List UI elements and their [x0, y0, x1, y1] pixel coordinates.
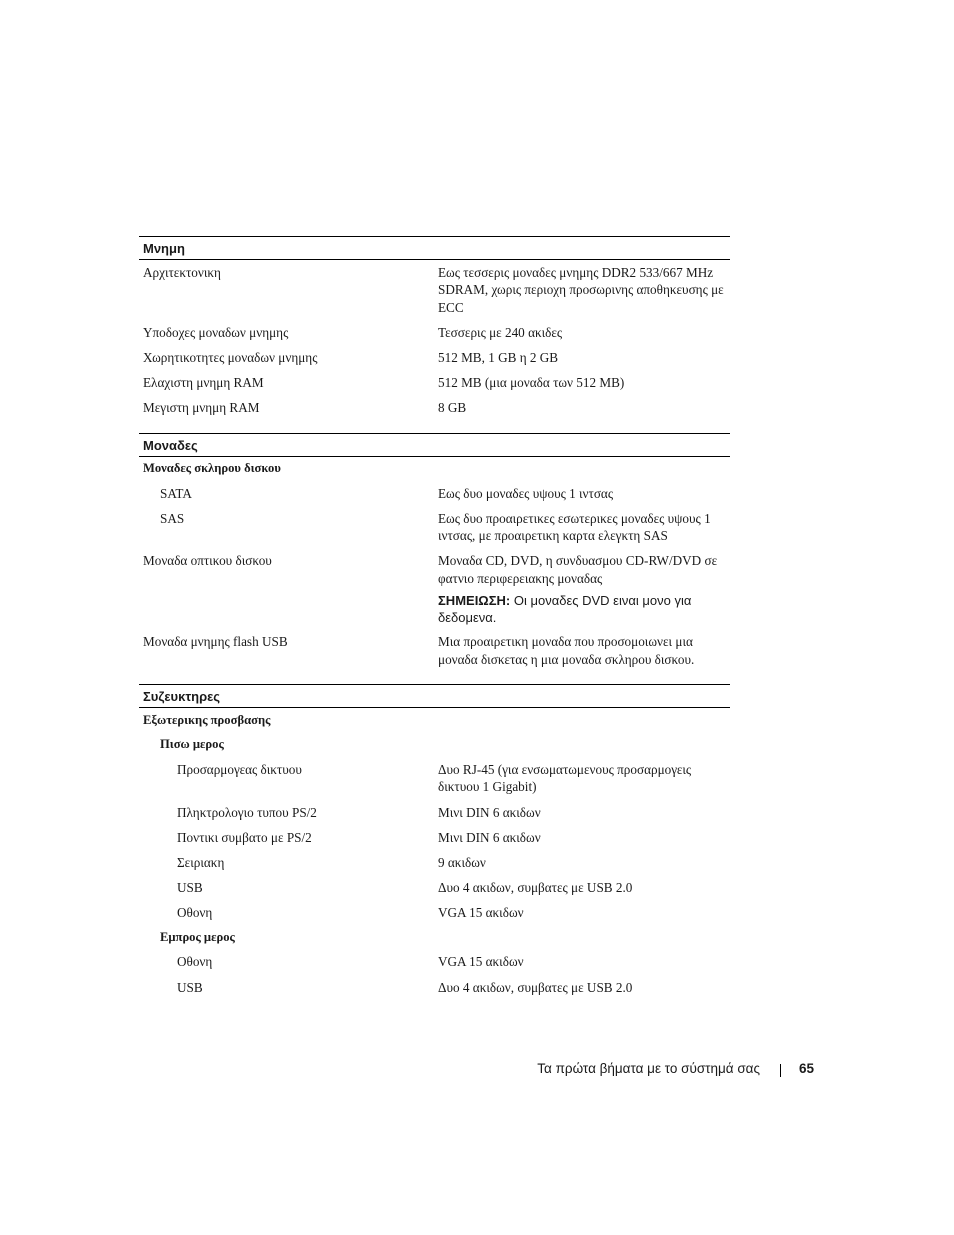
spec-value: Εως τεσσερις μοναδες μνημης DDR2 533/667 MHz SDRAM, χωρις περιοχη προσωρινης αποθηκευσης με ECC — [438, 264, 724, 315]
spec-label: Ποντικι συμβατο με PS/2 — [177, 829, 312, 845]
subheading-external: Εξωτερικης προσβασης — [143, 712, 271, 727]
footer-divider — [780, 1064, 781, 1077]
spec-value: 9 ακιδων — [438, 854, 486, 870]
spec-value: Τεσσερις με 240 ακιδες — [438, 324, 563, 340]
subheading-hard-drives: Μοναδες σκληρου δισκου — [143, 461, 281, 476]
spec-row — [139, 630, 730, 673]
spec-row — [139, 260, 730, 320]
spec-row — [139, 825, 730, 850]
spec-label: Οθονη — [177, 904, 213, 920]
note-label: ΣΗΜΕΙΩΣΗ: — [438, 592, 511, 608]
spec-label: Μεγιστη μνημη RAM — [143, 400, 260, 416]
spec-row — [139, 549, 730, 630]
spec-row — [139, 875, 730, 900]
spec-row — [139, 506, 730, 549]
subheading-back: Πισω μερος — [160, 737, 224, 752]
subheading-row — [139, 457, 730, 482]
spec-row — [139, 975, 730, 1000]
spec-value: Εως δυο μοναδες υψους 1 ιντσας — [438, 485, 614, 501]
spec-label: Μοναδα μνημης flash USB — [143, 634, 288, 650]
subheading-row — [139, 708, 730, 733]
spec-label: Αρχιτεκτονικη — [143, 264, 221, 280]
spec-row — [139, 320, 730, 345]
section-heading-connectors: Συζευκτηρες — [139, 684, 730, 708]
note-text: Οι μοναδες DVD ειναι μονο για δεδομενα. — [438, 592, 692, 625]
spec-row — [139, 370, 730, 395]
spec-row — [139, 345, 730, 370]
spec-value: Μινι DIN 6 ακιδων — [438, 829, 541, 845]
spec-value: Μια προαιρετικη μοναδα που προσομοιωνει μια μοναδα δισκετας η μια μοναδα σκληρου δισκου. — [438, 634, 695, 667]
spec-label: Ελαχιστη μνημη RAM — [143, 374, 264, 390]
spec-label: USB — [177, 879, 203, 895]
spec-value — [438, 552, 728, 625]
spec-value: 512 MB (μια μοναδα των 512 MB) — [438, 374, 625, 390]
section-heading-memory: Μνημη — [139, 236, 730, 260]
spec-value: Δυο 4 ακιδων, συμβατες με USB 2.0 — [438, 979, 633, 995]
subheading-front: Εμπρος μερος — [160, 929, 235, 944]
spec-value: VGA 15 ακιδων — [438, 904, 524, 920]
spec-row — [139, 900, 730, 925]
spec-value: 8 GB — [438, 400, 467, 416]
spec-label: SAS — [160, 510, 185, 526]
subheading-row — [139, 733, 730, 758]
spec-label: Χωρητικοτητες μοναδων μνημης — [143, 349, 318, 365]
spec-row — [139, 481, 730, 506]
spec-value: Δυο 4 ακιδων, συμβατες με USB 2.0 — [438, 879, 633, 895]
optical-drive-value: Μοναδα CD, DVD, η συνδυασμου CD-RW/DVD σε φατνιο περιφερειακης μοναδας — [438, 553, 718, 587]
spec-row — [139, 757, 730, 800]
spec-label: SATA — [160, 485, 192, 501]
spec-label: Προσαρμογεας δικτυου — [177, 761, 302, 777]
spec-label: Πληκτρολογιο τυπου PS/2 — [177, 804, 317, 820]
spec-row — [139, 800, 730, 825]
spec-table — [139, 236, 730, 1000]
spec-value: Εως δυο προαιρετικες εσωτερικες μοναδες υψους 1 ιντσας, με προαιρετικη καρτα ελεγκτη SAS — [438, 510, 711, 544]
spec-label: Σειριακη — [177, 854, 225, 870]
footer-title: Τα πρώτα βήματα με το σύστημά σας — [537, 1061, 760, 1076]
note — [438, 592, 728, 626]
spec-value: Μινι DIN 6 ακιδων — [438, 804, 541, 820]
spec-row — [139, 850, 730, 875]
spec-value: Δυο RJ-45 (για ενσωματωμενους προσαρμογεις δικτυου 1 Gigabit) — [438, 761, 692, 795]
spec-label: USB — [177, 979, 203, 995]
page-number: 65 — [798, 1061, 814, 1076]
spec-label: Μοναδα οπτικου δισκου — [143, 553, 272, 569]
spec-row — [139, 396, 730, 421]
spec-label: Οθονη — [177, 954, 213, 970]
spec-label: Υποδοχες μοναδων μνημης — [143, 324, 289, 340]
section-heading-drives: Μοναδες — [139, 433, 730, 457]
page-footer — [500, 1061, 814, 1081]
spec-value: 512 MB, 1 GB η 2 GB — [438, 349, 559, 365]
spec-value: VGA 15 ακιδων — [438, 954, 524, 970]
subheading-row — [139, 925, 730, 950]
spec-row — [139, 950, 730, 975]
